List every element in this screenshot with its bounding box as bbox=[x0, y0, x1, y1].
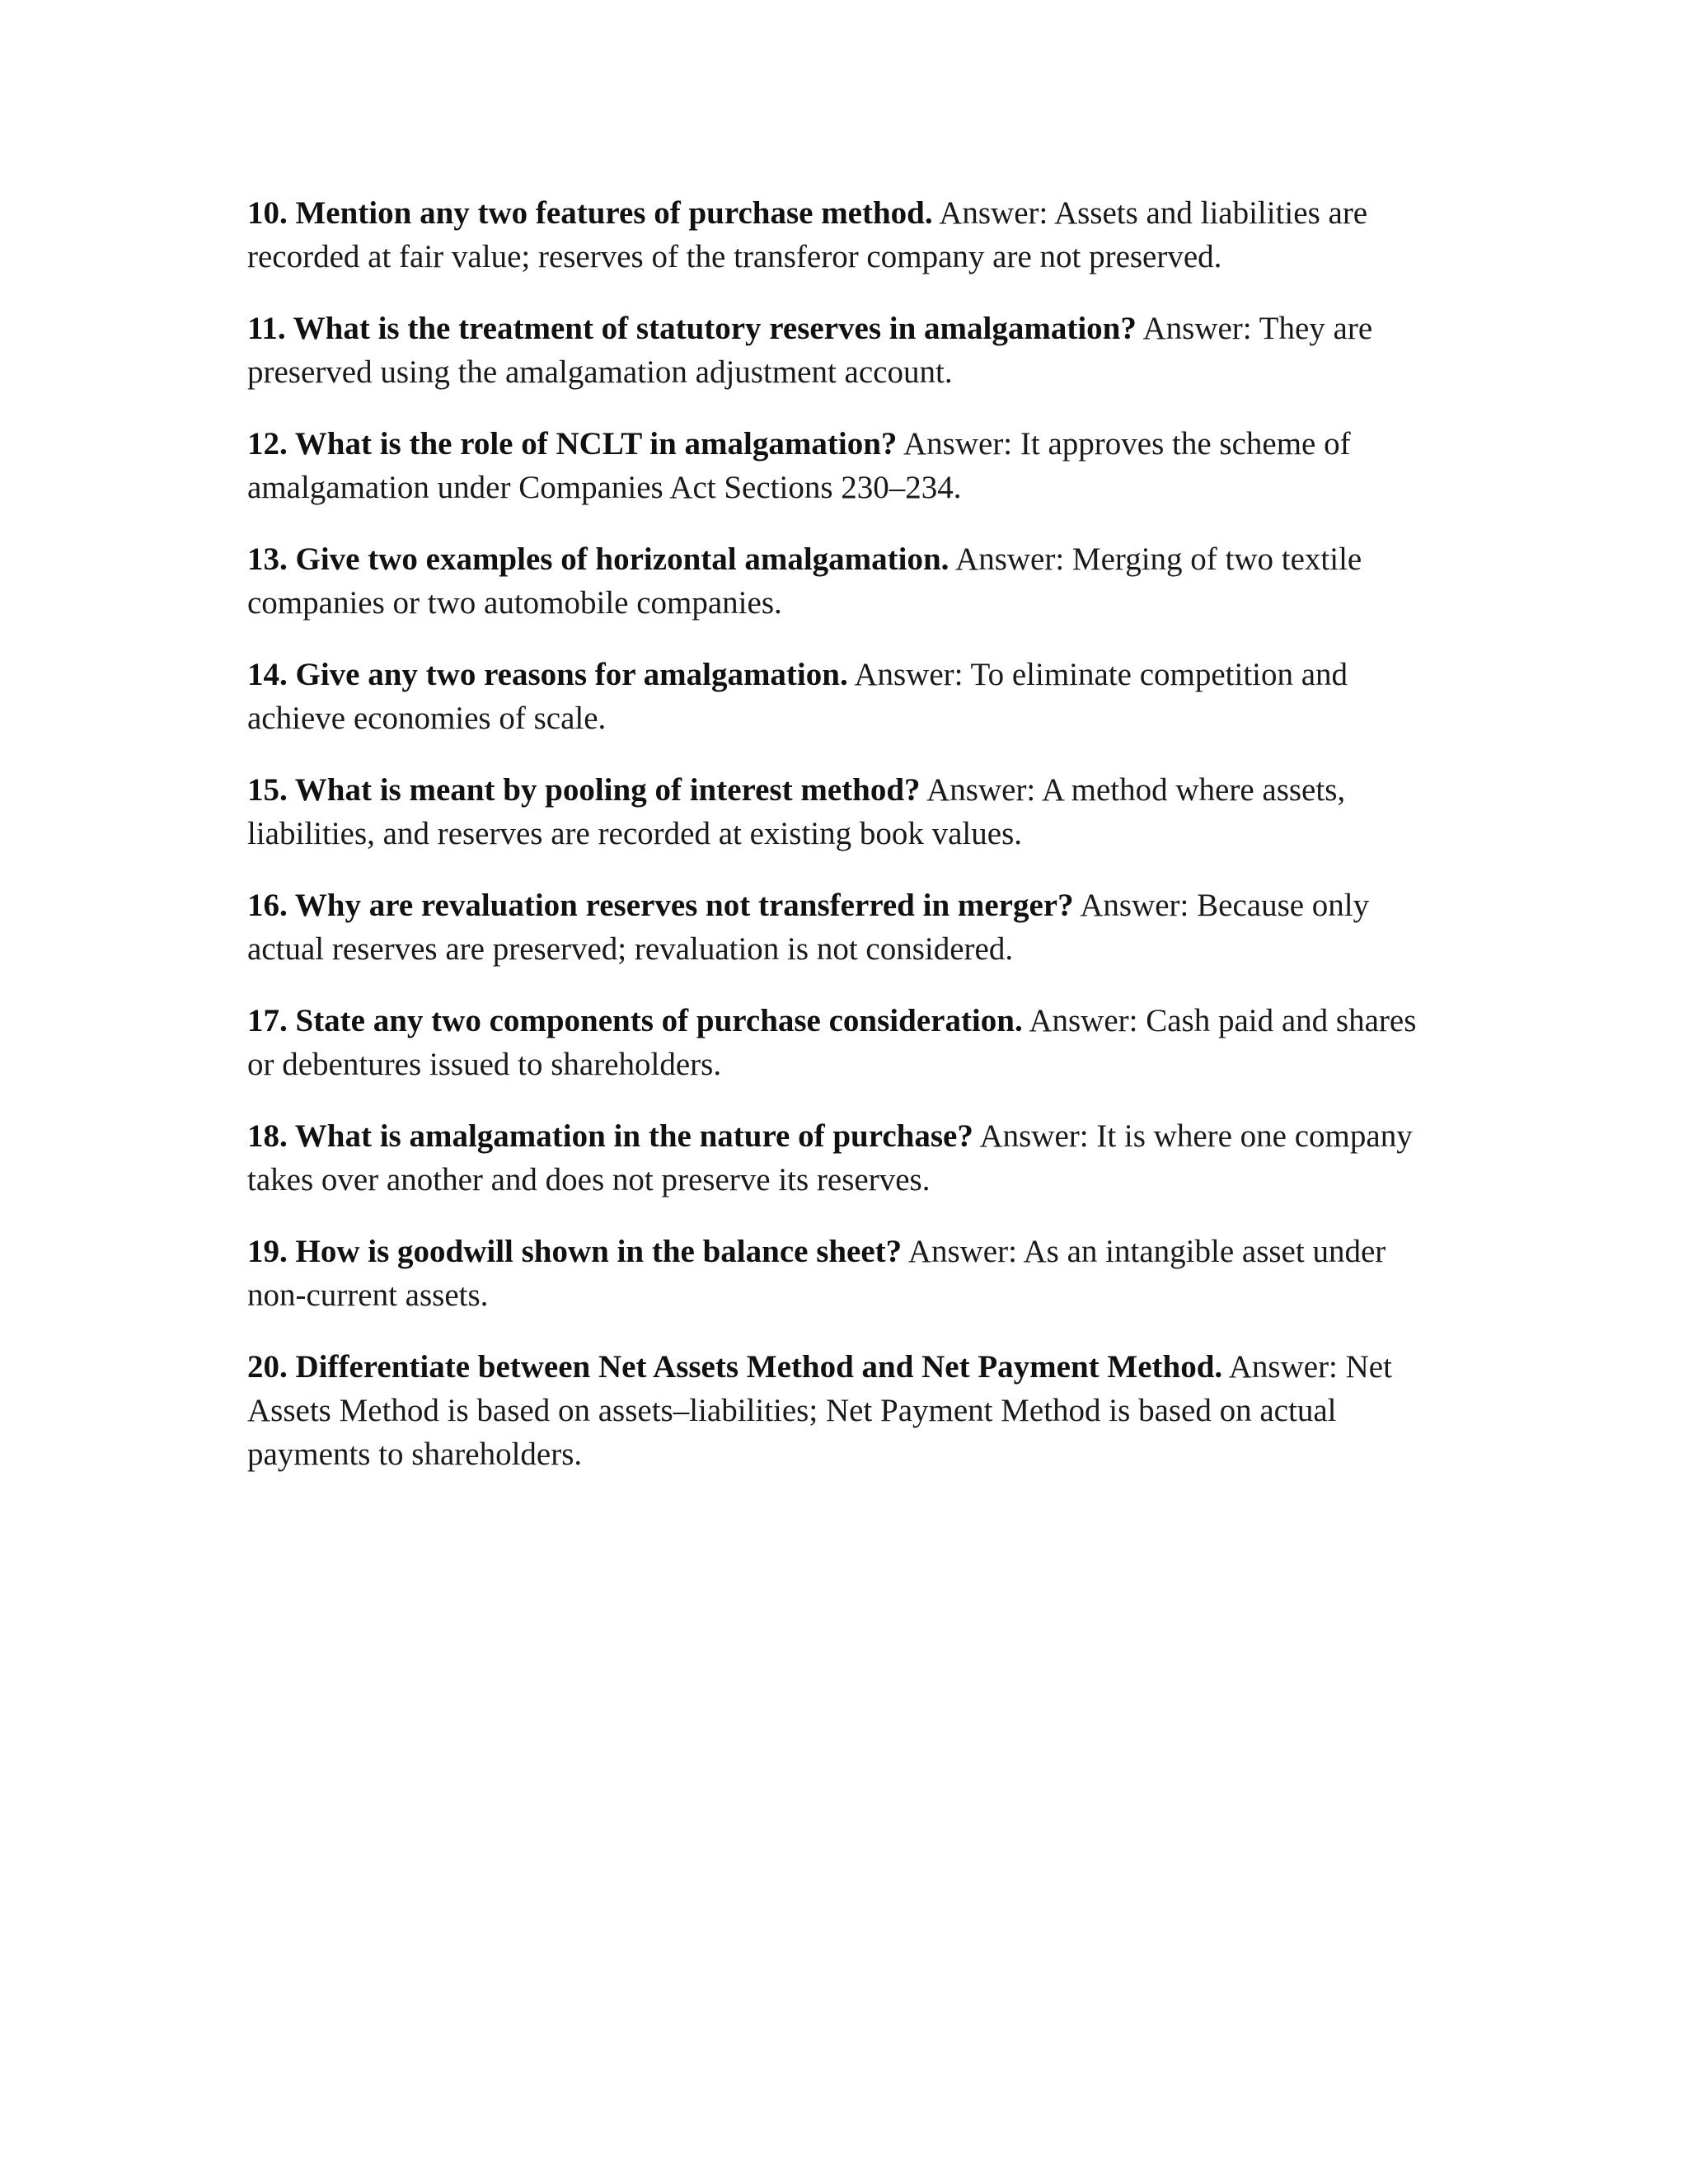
qa-item-17 bbox=[247, 999, 1451, 1086]
answer-text: Answer: They are preserved using the amalgamation adjustment account. bbox=[247, 311, 1373, 390]
qa-item-13 bbox=[247, 537, 1451, 625]
qa-item-16 bbox=[247, 883, 1451, 971]
qa-item-19 bbox=[247, 1230, 1451, 1317]
answer-text: Answer: Net Assets Method is based on assets–liabilities; Net Payment Method is based on actual payments to shareholders. bbox=[247, 1349, 1392, 1472]
question-text: 14. Give any two reasons for amalgamation. bbox=[247, 657, 848, 692]
qa-item-15 bbox=[247, 768, 1451, 855]
qa-item-20 bbox=[247, 1345, 1451, 1476]
question-text: 18. What is amalgamation in the nature of purchase? bbox=[247, 1118, 973, 1154]
qa-item-14 bbox=[247, 653, 1451, 740]
answer-text: Answer: As an intangible asset under non-current assets. bbox=[247, 1234, 1386, 1313]
qa-item-11 bbox=[247, 307, 1451, 394]
answer-text: Answer: To eliminate competition and achieve economies of scale. bbox=[247, 657, 1348, 736]
answer-text: Answer: It approves the scheme of amalgamation under Companies Act Sections 230–234. bbox=[247, 426, 1351, 505]
qa-item-18 bbox=[247, 1114, 1451, 1202]
question-text: 11. What is the treatment of statutory reserves in amalgamation? bbox=[247, 311, 1137, 346]
question-answer-list bbox=[247, 191, 1451, 1504]
answer-text: Answer: Cash paid and shares or debentures issued to shareholders. bbox=[247, 1003, 1417, 1082]
answer-text: Answer: Merging of two textile companies or two automobile companies. bbox=[247, 541, 1362, 621]
question-text: 17. State any two components of purchase consideration. bbox=[247, 1003, 1023, 1038]
question-text: 12. What is the role of NCLT in amalgamation? bbox=[247, 426, 898, 462]
question-text: 19. How is goodwill shown in the balance sheet? bbox=[247, 1234, 903, 1269]
answer-text: Answer: A method where assets, liabilities, and reserves are recorded at existing book values. bbox=[247, 772, 1346, 851]
question-text: 16. Why are revaluation reserves not transferred in merger? bbox=[247, 888, 1074, 923]
qa-item-10 bbox=[247, 191, 1451, 279]
question-text: 10. Mention any two features of purchase method. bbox=[247, 195, 933, 231]
question-text: 13. Give two examples of horizontal amalgamation. bbox=[247, 541, 950, 577]
qa-item-12 bbox=[247, 422, 1451, 509]
answer-text: Answer: It is where one company takes over another and does not preserve its reserves. bbox=[247, 1118, 1413, 1197]
answer-text: Answer: Because only actual reserves are preserved; revaluation is not considered. bbox=[247, 888, 1370, 967]
question-text: 15. What is meant by pooling of interest method? bbox=[247, 772, 921, 808]
question-text: 20. Differentiate between Net Assets Method and Net Payment Method. bbox=[247, 1349, 1223, 1385]
answer-text: Answer: Assets and liabilities are recorded at fair value; reserves of the transferor company are not preserved. bbox=[247, 195, 1368, 274]
